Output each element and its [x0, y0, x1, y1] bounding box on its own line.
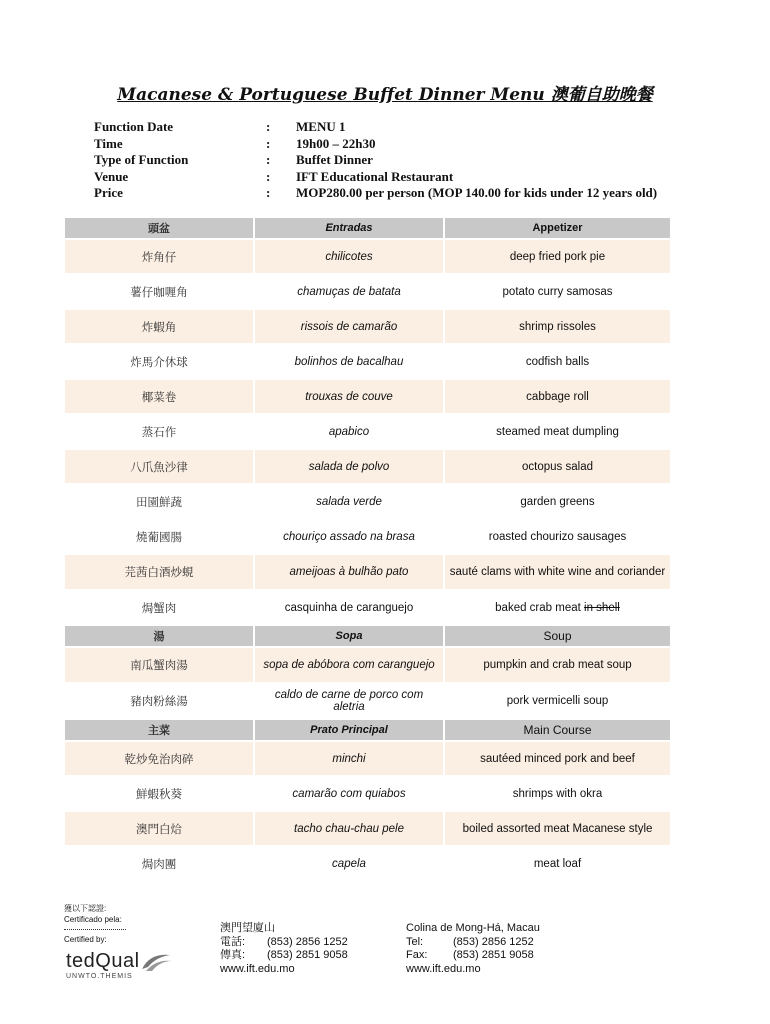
info-value: MOP280.00 per person (MOP 140.00 for kids under 12 years old)	[296, 185, 658, 200]
section-pt: Prato Principal	[254, 719, 444, 741]
cert-label-pt: Certificado pela:	[64, 915, 122, 924]
dish-zh: 焗肉團	[64, 846, 254, 881]
dish-pt: capela	[254, 846, 444, 881]
table-row	[64, 379, 671, 414]
dish-pt: salada de polvo	[254, 449, 444, 484]
dish-en: sauté clams with white wine and coriander	[444, 554, 671, 590]
dish-en: boiled assorted meat Macanese style	[444, 811, 671, 846]
section-header-sopa	[64, 625, 671, 647]
info-colon: :	[266, 185, 271, 200]
dish-zh: 炸蝦角	[64, 309, 254, 344]
cert-label-en: Certified by:	[64, 935, 107, 944]
menu-table	[64, 217, 671, 881]
tel-value: (853) 2856 1252	[453, 935, 534, 948]
dish-en: meat loaf	[444, 846, 671, 881]
section-header-entradas	[64, 217, 671, 239]
dish-en-struck: in shell	[584, 601, 620, 614]
section-en: Main Course	[444, 719, 671, 741]
swoosh-icon	[140, 949, 174, 973]
tel-value: (853) 2856 1252	[267, 935, 348, 948]
dish-pt: apabico	[254, 414, 444, 449]
table-row	[64, 741, 671, 776]
info-row-type	[94, 152, 657, 169]
info-label: Price	[94, 185, 123, 200]
dish-zh: 炸角仔	[64, 239, 254, 274]
table-row	[64, 683, 671, 719]
info-row-price	[94, 185, 657, 202]
dish-pt: bolinhos de bacalhau	[254, 344, 444, 379]
dish-en: octopus salad	[444, 449, 671, 484]
website-link[interactable]: www.ift.edu.mo	[220, 962, 295, 975]
dish-en: steamed meat dumpling	[444, 414, 671, 449]
logo-subtext: UNWTO.THEMIS	[66, 973, 133, 980]
section-pt: Sopa	[254, 625, 444, 647]
certification-block	[64, 903, 126, 945]
logo-text: tedQual	[66, 949, 140, 972]
address-zh	[220, 922, 348, 976]
info-label: Type of Function	[94, 152, 189, 167]
info-colon: :	[266, 168, 271, 184]
dish-zh: 椰菜卷	[64, 379, 254, 414]
dish-en: pork vermicelli soup	[444, 683, 671, 719]
dish-pt: chamuças de batata	[254, 274, 444, 309]
table-row	[64, 344, 671, 379]
dish-zh: 南瓜蟹肉湯	[64, 647, 254, 683]
table-row	[64, 484, 671, 519]
dish-pt: salada verde	[254, 484, 444, 519]
dish-pt: sopa de abóbora com caranguejo	[254, 647, 444, 683]
dish-zh: 澳門白烚	[64, 811, 254, 846]
dish-zh: 田園鮮蔬	[64, 484, 254, 519]
info-label: Time	[94, 135, 123, 151]
function-info	[94, 119, 657, 202]
info-colon: :	[266, 152, 271, 167]
dish-en: codfish balls	[444, 344, 671, 379]
table-row	[64, 274, 671, 309]
dish-zh: 薯仔咖喱角	[64, 274, 254, 309]
dish-pt: tacho chau-chau pele	[254, 811, 444, 846]
info-row-date	[94, 119, 657, 136]
section-pt: Entradas	[254, 217, 444, 239]
website-link[interactable]: www.ift.edu.mo	[406, 962, 481, 975]
dish-en	[444, 590, 671, 625]
dish-en: garden greens	[444, 484, 671, 519]
section-zh: 湯	[64, 625, 254, 647]
info-label: Venue	[94, 168, 129, 184]
table-row	[64, 811, 671, 846]
table-row	[64, 846, 671, 881]
dish-pt: minchi	[254, 741, 444, 776]
table-row	[64, 647, 671, 683]
table-row	[64, 309, 671, 344]
table-row	[64, 239, 671, 274]
fax-value: (853) 2851 9058	[267, 949, 348, 961]
info-value: Buffet Dinner	[296, 152, 373, 167]
info-value: MENU 1	[296, 119, 346, 134]
dish-en: cabbage roll	[444, 379, 671, 414]
info-colon: :	[266, 135, 271, 151]
dish-zh: 燒葡國腸	[64, 519, 254, 554]
tel-label: Tel:	[406, 935, 424, 948]
table-row	[64, 590, 671, 625]
info-row-time	[94, 136, 657, 153]
dish-pt: trouxas de couve	[254, 379, 444, 414]
dish-pt: chouriço assado na brasa	[254, 519, 444, 554]
dish-en: sautéed minced pork and beef	[444, 741, 671, 776]
table-row	[64, 449, 671, 484]
fax-label: Fax:	[406, 949, 428, 961]
cert-label-zh: 獲以下認證:	[64, 904, 107, 913]
address-pt	[406, 922, 540, 976]
tedqual-logo	[66, 949, 191, 985]
menu-title: Macanese & Portuguese Buffet Dinner Menu 澳葡自助晚餐	[117, 85, 653, 105]
dish-en: roasted chourizo sausages	[444, 519, 671, 554]
info-colon: :	[266, 119, 271, 134]
info-value: 19h00 – 22h30	[296, 135, 376, 151]
dish-zh: 炸馬介休球	[64, 344, 254, 379]
dish-pt: ameijoas à bulhão pato	[254, 554, 444, 590]
dish-zh: 豬肉粉絲湯	[64, 683, 254, 719]
dish-zh: 蒸石作	[64, 414, 254, 449]
table-row	[64, 776, 671, 811]
dish-en: pumpkin and crab meat soup	[444, 647, 671, 683]
section-en: Appetizer	[444, 217, 671, 239]
info-label: Function Date	[94, 119, 174, 134]
address-place: Colina de Mong-Há, Macau	[406, 922, 540, 934]
dish-pt: rissois de camarão	[254, 309, 444, 344]
dish-zh: 八爪魚沙律	[64, 449, 254, 484]
address-place: 澳門望廈山	[220, 922, 275, 934]
table-row	[64, 519, 671, 554]
table-row	[64, 414, 671, 449]
section-zh: 頭盆	[64, 217, 254, 239]
dish-zh: 焗蟹肉	[64, 590, 254, 625]
section-zh: 主菜	[64, 719, 254, 741]
dish-zh: 鮮蝦秋葵	[64, 776, 254, 811]
dish-en: shrimp rissoles	[444, 309, 671, 344]
dish-pt: camarão com quiabos	[254, 776, 444, 811]
dish-zh: 乾炒免治肉碎	[64, 741, 254, 776]
dish-pt: chilicotes	[254, 239, 444, 274]
fax-label: 傳真:	[220, 949, 246, 961]
fax-value: (853) 2851 9058	[453, 949, 534, 961]
dish-en: potato curry samosas	[444, 274, 671, 309]
dish-en: deep fried pork pie	[444, 239, 671, 274]
dish-pt: caldo de carne de porco com aletria	[254, 683, 444, 719]
dish-zh: 芫茜白酒炒蜆	[64, 554, 254, 590]
section-header-prato	[64, 719, 671, 741]
dish-en-text: baked crab meat	[495, 601, 581, 614]
dish-pt: casquinha de caranguejo	[254, 590, 444, 625]
info-row-venue	[94, 169, 657, 186]
cert-divider	[64, 927, 126, 930]
tel-label: 電話:	[220, 935, 246, 948]
info-value: IFT Educational Restaurant	[296, 168, 454, 184]
section-en: Soup	[444, 625, 671, 647]
dish-en: shrimps with okra	[444, 776, 671, 811]
table-row	[64, 554, 671, 590]
